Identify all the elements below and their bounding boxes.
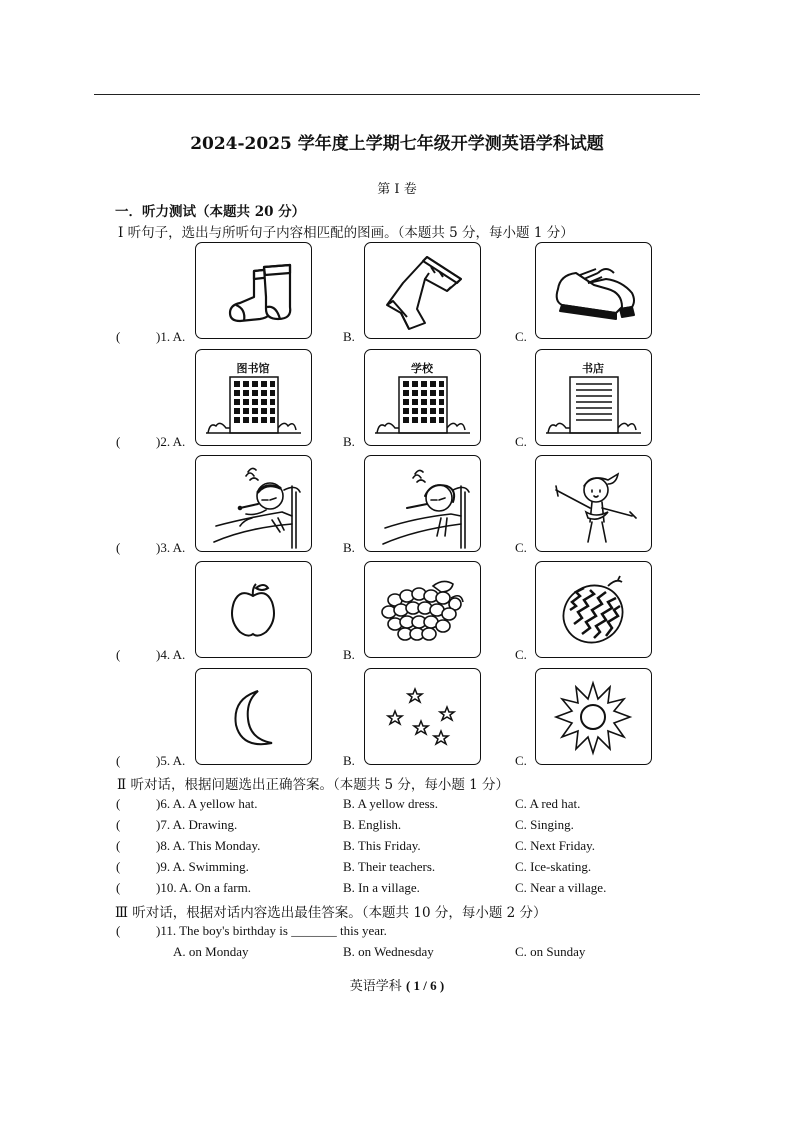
part1-heading: 一．听力测试（本题共 20 分） [115, 204, 306, 220]
top-rule [94, 94, 700, 95]
footer-subject: 英语学科 [349, 979, 402, 994]
q8-option-b: B. This Friday. [343, 838, 421, 853]
q6-option-c: C. A red hat. [515, 796, 581, 811]
library-sign: 图书馆 [236, 362, 270, 375]
answer-paren: ( [116, 923, 121, 938]
q4-option-b: B. [343, 647, 355, 662]
q6-option-b: B. A yellow dress. [343, 796, 438, 811]
school-sign: 学校 [411, 362, 433, 375]
picture-sick-boy [195, 455, 312, 552]
q3-option-b: B. [343, 540, 355, 555]
q1-option-b: B. [343, 329, 355, 344]
answer-paren: ( [116, 838, 121, 853]
q5-label: )5. A. [156, 753, 186, 768]
q6-option-a: )6. A. A yellow hat. [156, 796, 258, 811]
picture-grapes [364, 561, 481, 658]
answer-paren: ( [116, 329, 121, 344]
q1-option-c: C. [515, 329, 527, 344]
page-title: 2024-2025 学年度上学期七年级开学测英语学科试题 [190, 134, 604, 154]
picture-sun [535, 668, 652, 765]
q2-option-c: C. [515, 434, 527, 449]
picture-school [364, 349, 481, 446]
q2-label: )2. A. [156, 434, 186, 449]
answer-paren: ( [116, 817, 121, 832]
answer-paren: ( [116, 540, 121, 555]
page-footer [0, 975, 794, 994]
section2-heading: Ⅱ 听对话，根据问题选出正确答案。（本题共 5 分，每小题 1 分） [117, 777, 510, 793]
q4-label: )4. A. [156, 647, 186, 662]
q9-option-b: B. Their teachers. [343, 859, 436, 874]
section1-heading: Ⅰ 听句子，选出与所听句子内容相匹配的图画。（本题共 5 分，每小题 1 分） [118, 225, 574, 241]
q4-option-c: C. [515, 647, 527, 662]
q10-option-b: B. In a village. [343, 880, 420, 895]
q9-option-c: C. Ice-skating. [515, 859, 592, 874]
picture-watermelon [535, 561, 652, 658]
picture-stars [364, 668, 481, 765]
q5-option-c: C. [515, 753, 527, 768]
picture-moon [195, 668, 312, 765]
q7-option-c: C. Singing. [515, 817, 574, 832]
answer-paren: ( [116, 753, 121, 768]
page-number: ( 1 / 6 ) [405, 978, 445, 993]
picture-sneakers [535, 242, 652, 339]
section3-heading: Ⅲ 听对话，根据对话内容选出最佳答案。（本题共 10 分，每小题 2 分） [115, 905, 547, 921]
bookstore-sign: 书店 [582, 362, 604, 375]
q9-option-a: )9. A. Swimming. [156, 859, 249, 874]
answer-paren: ( [116, 796, 121, 811]
q7-option-b: B. English. [343, 817, 402, 832]
q11-option-c: C. on Sunday [515, 944, 586, 959]
q8-option-c: C. Next Friday. [515, 838, 596, 853]
q8-option-a: )8. A. This Monday. [156, 838, 261, 853]
q10-option-a: )10. A. On a farm. [156, 880, 251, 895]
answer-paren: ( [116, 647, 121, 662]
q1-label: )1. A. [156, 329, 186, 344]
picture-library [195, 349, 312, 446]
q3-option-c: C. [515, 540, 527, 555]
q10-option-c: C. Near a village. [515, 880, 607, 895]
answer-paren: ( [116, 859, 121, 874]
q2-option-b: B. [343, 434, 355, 449]
picture-dancing-girl [535, 455, 652, 552]
q11-stem: )11. The boy's birthday is _______ this year. [156, 923, 387, 938]
picture-sick-girl [364, 455, 481, 552]
picture-trousers [364, 242, 481, 339]
q5-option-b: B. [343, 753, 355, 768]
picture-socks [195, 242, 312, 339]
q7-option-a: )7. A. Drawing. [156, 817, 238, 832]
picture-bookstore [535, 349, 652, 446]
q11-option-b: B. on Wednesday [343, 944, 434, 959]
q3-label: )3. A. [156, 540, 186, 555]
q11-option-a: A. on Monday [173, 944, 249, 959]
picture-apple [195, 561, 312, 658]
volume-label: 第 I 卷 [377, 182, 417, 197]
answer-paren: ( [116, 434, 121, 449]
answer-paren: ( [116, 880, 121, 895]
